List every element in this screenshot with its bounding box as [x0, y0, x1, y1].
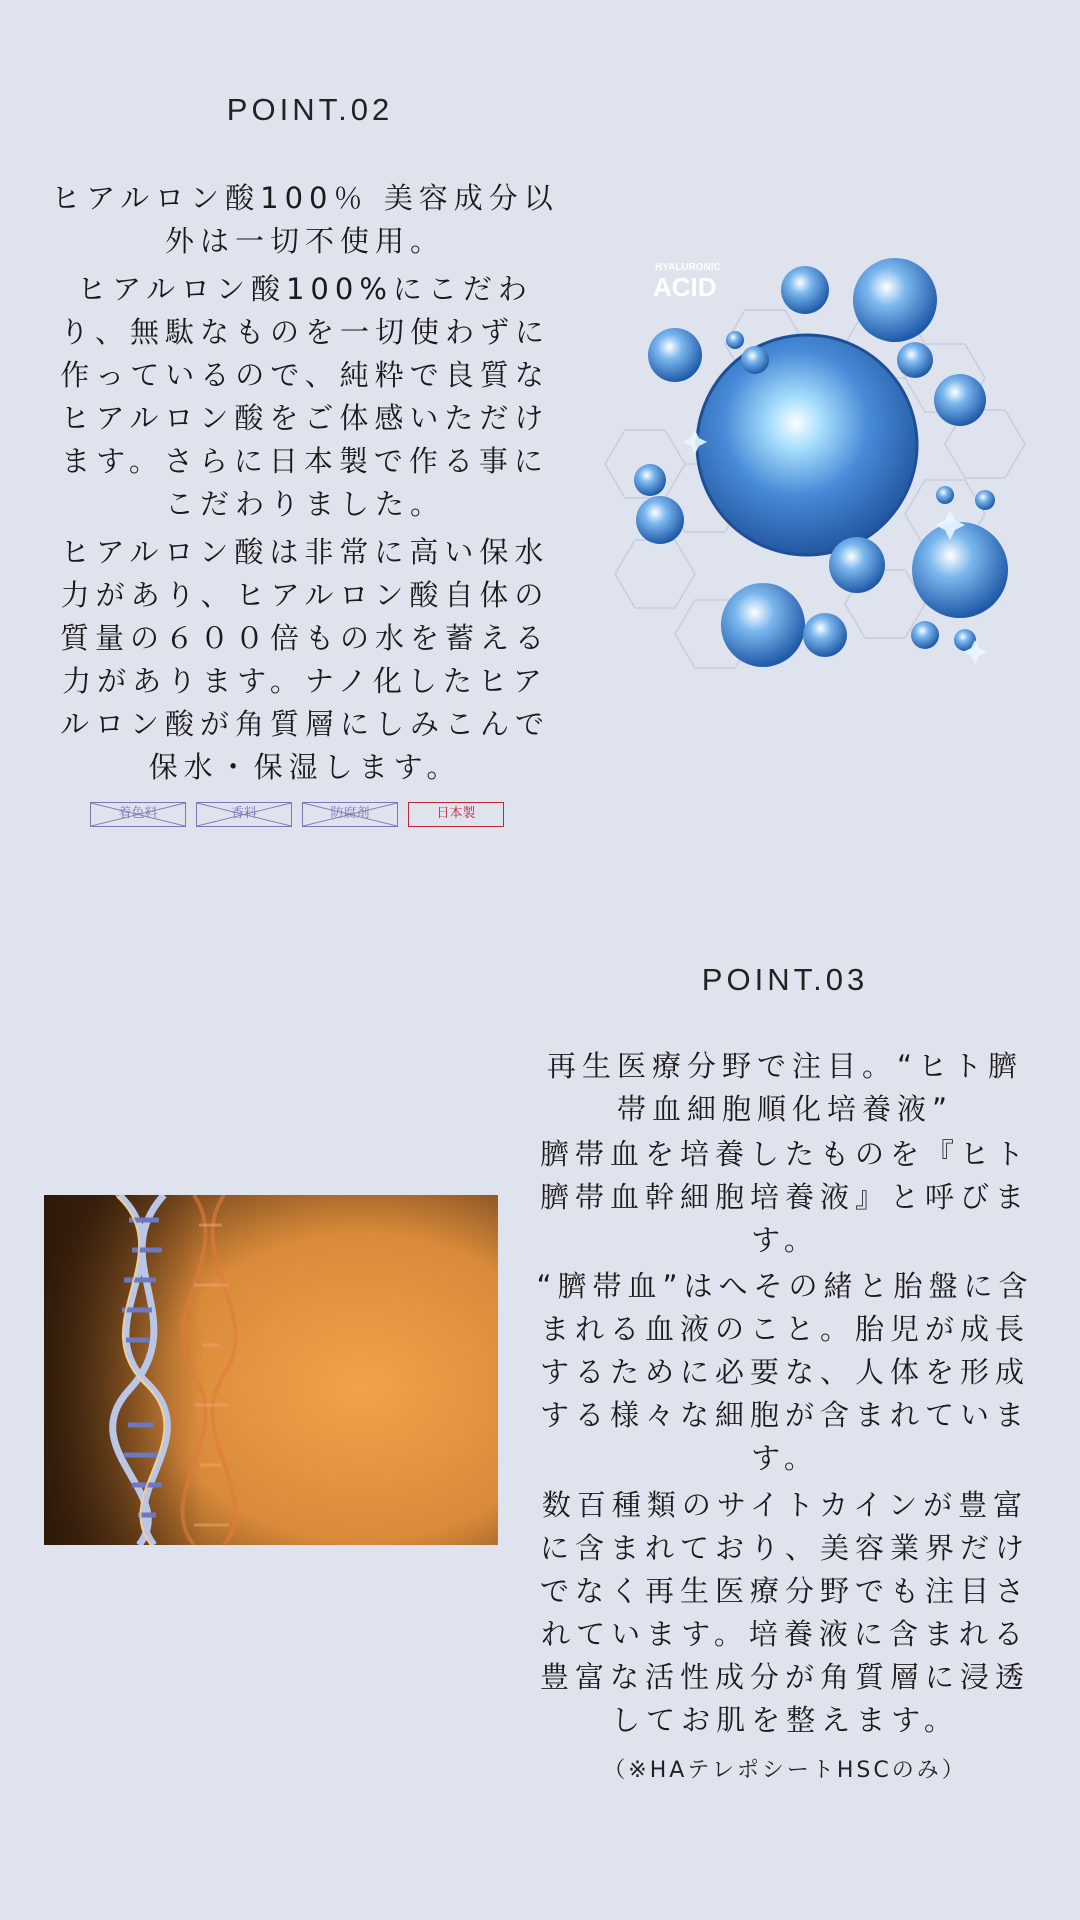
point02-heading: POINT.02	[226, 92, 394, 127]
hyaluronic-acid-illustration	[595, 240, 1035, 680]
tag-preservative-free	[302, 802, 398, 827]
point02-paragraph-1: ヒアルロン酸100%にこだわり、無駄なものを一切使わずに作っているので、純粋で良質なヒアルロン酸をご体感いただけます。さらに日本製で作る事にこだわりました。	[59, 272, 550, 521]
point03-paragraph-1: 臍帯血を培養したものを『ヒト臍帯血幹細胞培養液』と呼びます。	[539, 1137, 1030, 1257]
point02-paragraph-2: ヒアルロン酸は非常に高い保水力があり、ヒアルロン酸自体の質量の６００倍もの水を蓄える力があります。ナノ化したヒアルロン酸が角質層にしみこんで保水・保湿します。	[59, 535, 550, 784]
point03-paragraph-2: “臍帯血”はへその緒と胎盤に含まれる血液のこと。胎児が成長するために必要な、人体を形成する様々な細胞が含まれています。	[536, 1269, 1034, 1475]
cross-mark-icon	[197, 803, 291, 826]
ingredient-tags	[90, 802, 504, 827]
tag-fragrance-free	[196, 802, 292, 827]
tag-label: 着色料	[118, 806, 158, 821]
point03-note: （※HAテレポシートHSCのみ）	[603, 1758, 967, 1783]
illustration-small-label: HYALURONIC	[655, 262, 721, 273]
cross-mark-icon	[91, 803, 185, 826]
illustration-big-label: ACID	[653, 272, 717, 302]
dna-helix-photo	[44, 1195, 498, 1545]
tag-colorant-free	[90, 802, 186, 827]
cross-mark-icon	[303, 803, 397, 826]
point03-paragraph-3: 数百種類のサイトカインが豊富に含まれており、美容業界だけでなく再生医療分野でも注目されています。培養液に含まれる豊富な活性成分が角質層に浸透してお肌を整えます。	[539, 1488, 1030, 1737]
tag-made-in-japan	[408, 802, 504, 827]
tag-label: 防腐剤	[330, 806, 370, 821]
tag-label: 日本製	[436, 806, 476, 821]
point02-lead: ヒアルロン酸100％ 美容成分以外は一切不使用。	[51, 181, 559, 258]
point03-lead: 再生医療分野で注目。“ヒト臍帯血細胞順化培養液”	[546, 1049, 1024, 1126]
point03-heading: POINT.03	[701, 962, 869, 997]
tag-label: 香料	[230, 806, 257, 821]
